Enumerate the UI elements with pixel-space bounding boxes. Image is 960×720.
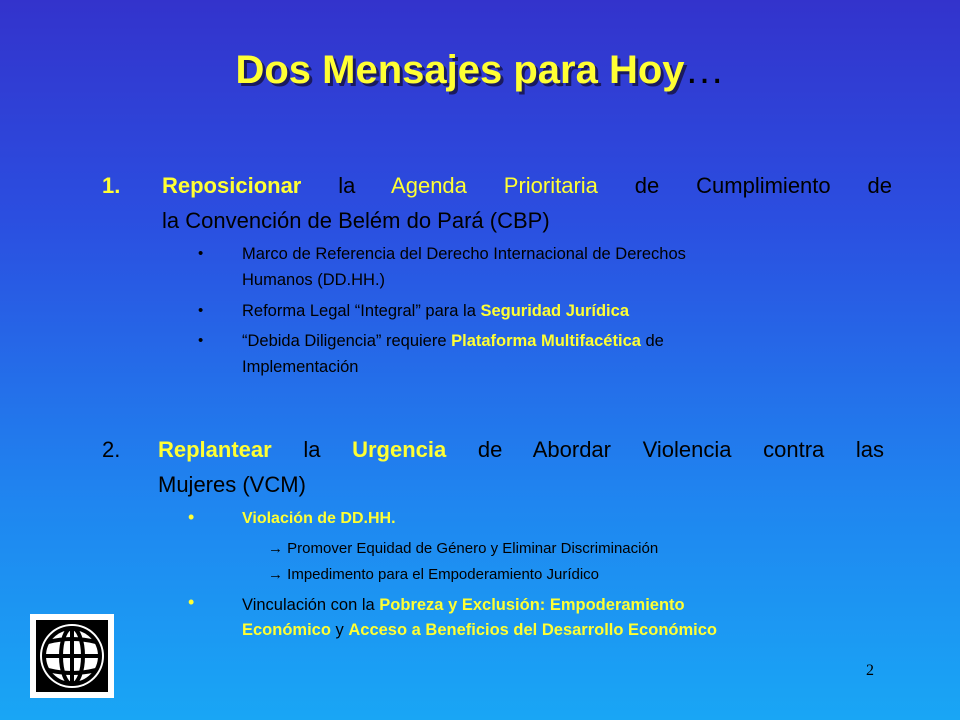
bullet-dot-icon: • [188,507,195,527]
slide-title [0,48,960,93]
item1-agenda: Agenda Prioritaria [391,173,598,198]
item1-bullet1-line1: Marco de Referencia del Derecho Internacional de Derechos [242,245,686,263]
bullet-dot-icon: • [198,302,204,319]
item1-bullet2: Reforma Legal “Integral” para la Seguridad Jurídica [242,302,629,320]
bullet-dot-icon: • [188,592,195,612]
item1-line2: la Convención de Belém do Pará (CBP) [162,208,550,233]
item2-bullet2-highlight1: Pobreza y Exclusión: Empoderamiento [379,596,685,614]
item1-bullet3-highlight: Plataforma Multifacética [451,332,641,350]
page-number: 2 [866,662,874,679]
item2-line1: Replantear la Urgencia de Abordar Violencia contra las [158,437,884,462]
arrow-right-icon: → [268,540,288,557]
bullet-dot-icon: • [198,332,204,349]
item2-sub2: → Impedimento para el Empoderamiento Jurídico [268,566,600,583]
item2-bullet2-highlight3: Acceso a Beneficios del Desarrollo Económico [348,621,717,639]
item2-line2: Mujeres (VCM) [158,472,306,497]
arrow-right-icon: → [268,566,288,583]
bullet-dot-icon: • [198,245,204,262]
item2-bullet2-line1: Vinculación con la Pobreza y Exclusión: Empoderamiento [242,596,685,614]
item1-bullet1-line2: Humanos (DD.HH.) [242,271,386,289]
globe-logo-icon [30,614,114,698]
item1-bullet2-highlight: Seguridad Jurídica [480,302,629,320]
item2-sub1: → Promover Equidad de Género y Eliminar Discriminación [268,540,659,557]
slide-title-text: Dos Mensajes para Hoy [235,48,685,92]
slide-title-ellipsis: … [684,48,725,92]
item1-bullet3-line2: Implementación [242,358,359,376]
item2-keyword: Replantear [158,437,272,462]
item2-urgency: Urgencia [352,437,447,462]
item2-number: 2. [102,437,121,462]
item1-bullet3-line1: “Debida Diligencia” requiere Plataforma Multifacética de [242,332,664,350]
item1-number: 1. [102,173,121,198]
item2-bullet1: Violación de DD.HH. [242,510,396,527]
item1-line1: Reposicionar la Agenda Prioritaria de Cumplimiento de [162,173,892,198]
item2-bullet2-line2: Económico y Acceso a Beneficios del Desarrollo Económico [242,621,717,639]
item1-keyword: Reposicionar [162,173,302,198]
